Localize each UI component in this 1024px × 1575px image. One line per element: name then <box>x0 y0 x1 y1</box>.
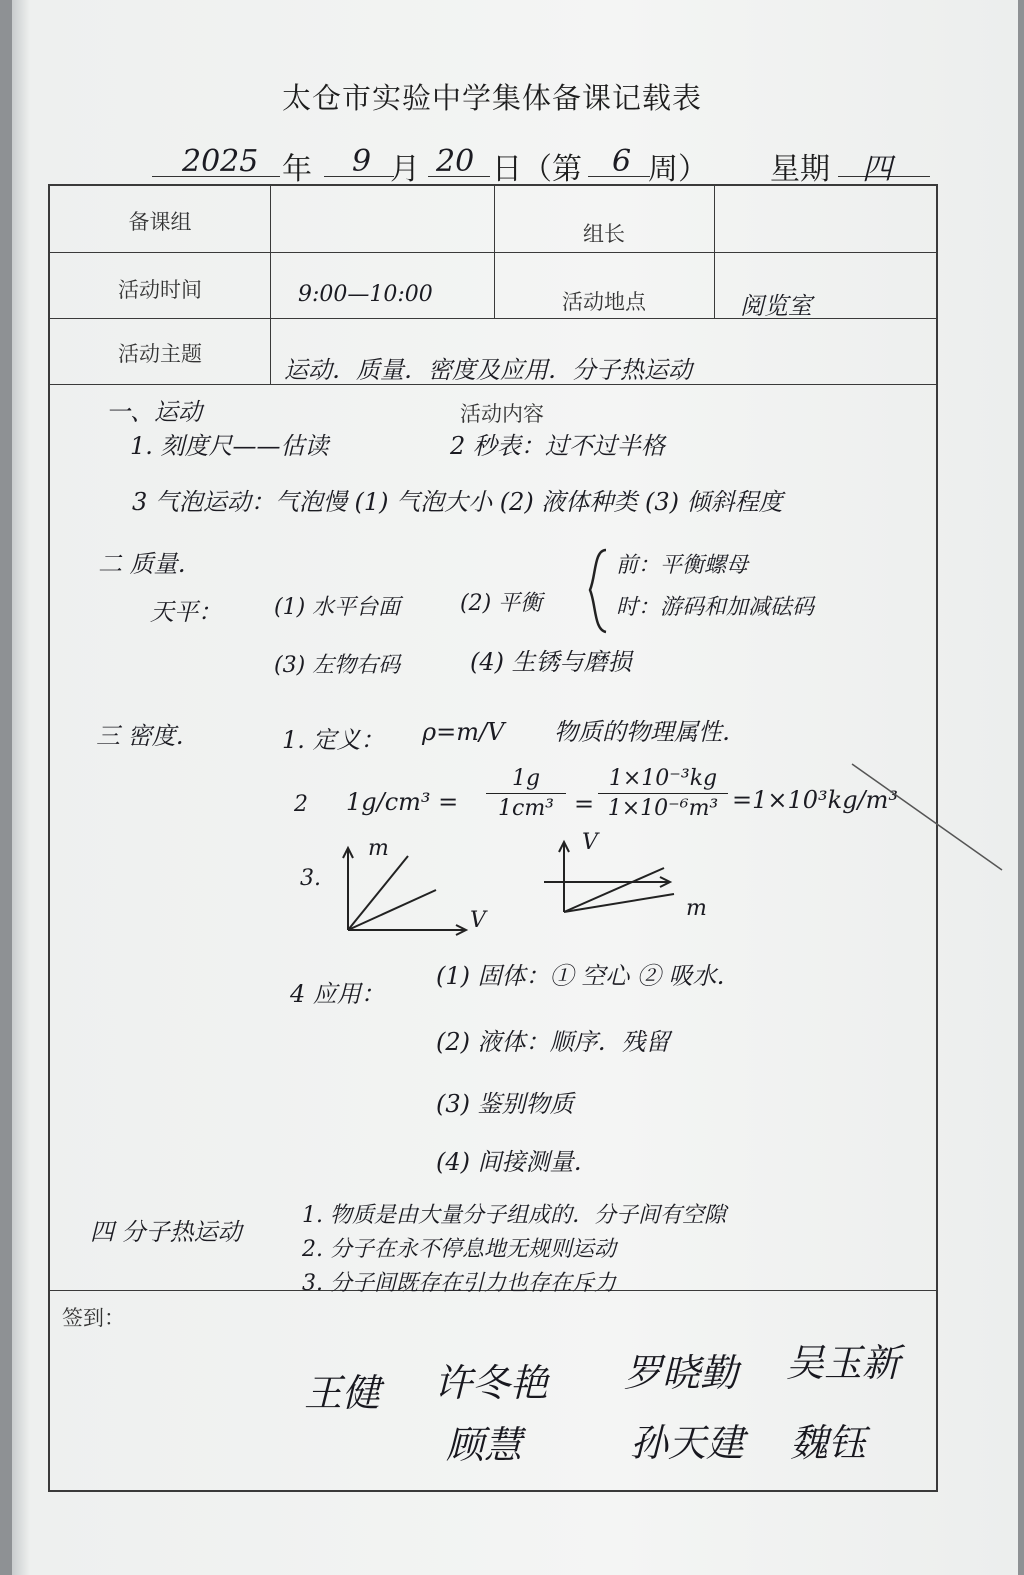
unit-lhs: 1g/cm³ = <box>346 788 459 816</box>
signature: 吴玉新 <box>786 1341 901 1385</box>
fraction-1-denominator: 1cm³ <box>498 796 554 821</box>
date-year: 2025 <box>182 144 259 179</box>
record-table <box>48 184 938 1492</box>
fraction-2-denominator: 1×10⁻⁶m³ <box>607 796 719 821</box>
signature: 孙天建 <box>630 1421 745 1465</box>
section-mass: 二 质量． <box>98 550 202 578</box>
signature: 许冬艳 <box>434 1361 549 1405</box>
time-label: 活动时间 <box>118 278 202 302</box>
graph-2-x-label: m <box>686 896 707 921</box>
balance-step-2: (2) 平衡 <box>460 591 543 616</box>
motion-ruler: 1. 刻度尺——估读 <box>130 432 329 460</box>
signature: 魏钰 <box>790 1421 867 1465</box>
unit-fraction-2 <box>598 766 728 821</box>
date-day-label: 日（第 <box>492 152 582 187</box>
signature: 王健 <box>304 1371 381 1415</box>
theme-label: 活动主题 <box>118 342 202 366</box>
date-line <box>152 140 932 187</box>
density-property: 物质的物理属性． <box>554 718 746 746</box>
unit-rhs: =1×10³kg/m³ <box>732 786 899 814</box>
date-week: 6 <box>612 144 632 179</box>
date-weekday-label: 星期 <box>770 152 830 187</box>
density-definition-label: 1. 定义： <box>282 726 385 754</box>
leader-label: 组长 <box>583 222 625 246</box>
signature: 顾慧 <box>446 1423 523 1467</box>
date-month-label: 月 <box>390 152 420 187</box>
application-solid: (1) 固体：① 空心 ② 吸水． <box>436 962 741 990</box>
balance-before: 前：平衡螺母 <box>616 553 749 578</box>
balance-step-4: (4) 生锈与磨损 <box>470 648 632 676</box>
fraction-2-numerator: 1×10⁻³kg <box>608 766 718 791</box>
graph-2-y-label: V <box>582 830 598 855</box>
content-label: 活动内容 <box>460 402 544 426</box>
volume-mass-graph <box>544 838 694 918</box>
date-day: 20 <box>436 144 475 179</box>
date-year-label: 年 <box>282 152 312 187</box>
unit-fraction-1 <box>486 766 566 821</box>
graph-item-number: 3. <box>300 866 321 891</box>
density-application-label: 4 应用： <box>290 980 385 1008</box>
balance-step-1: (1) 水平台面 <box>274 595 401 620</box>
unit-item-number: 2 <box>294 792 308 817</box>
record-sheet <box>12 0 1018 1575</box>
section-molecular-motion: 四 分子热运动 <box>90 1218 242 1246</box>
section-motion: 一、运动 <box>106 398 202 426</box>
mass-volume-graph <box>340 846 480 936</box>
pen-stroke <box>852 760 1012 880</box>
fraction-1-numerator: 1g <box>511 766 541 791</box>
application-identify: (3) 鉴别物质 <box>436 1090 574 1118</box>
theme-value: 运动．质量．密度及应用．分子热运动 <box>284 356 692 384</box>
time-value: 9:00—10:00 <box>298 282 433 307</box>
molecular-point-2: 2. 分子在永不停息地无规则运动 <box>302 1237 616 1262</box>
application-indirect: (4) 间接测量． <box>436 1148 598 1176</box>
section-density: 三 密度． <box>96 722 200 750</box>
motion-bubble: 3 气泡运动：气泡慢 (1) 气泡大小 (2) 液体种类 (3) 倾斜程度 <box>132 488 783 516</box>
date-week-label: 周） <box>648 152 708 187</box>
application-liquid: (2) 液体：顺序．残留 <box>436 1028 670 1056</box>
balance-step-3: (3) 左物右码 <box>274 653 401 678</box>
date-weekday: 四 <box>862 152 892 187</box>
graph-1-x-label: V <box>470 908 486 933</box>
brace-icon <box>580 546 610 636</box>
unit-equals: = <box>574 790 595 818</box>
signin-label: 签到： <box>62 1306 125 1330</box>
place-label: 活动地点 <box>562 290 646 314</box>
molecular-point-3: 3. 分子间既存在引力也存在斥力 <box>302 1271 616 1296</box>
molecular-point-1: 1. 物质是由大量分子组成的．分子间有空隙 <box>302 1203 726 1228</box>
graph-1-y-label: m <box>368 836 389 861</box>
place-value: 阅览室 <box>740 292 812 320</box>
date-month: 9 <box>352 144 372 179</box>
balance-label: 天平： <box>150 598 222 626</box>
motion-stopwatch: 2 秒表：过不过半格 <box>450 432 665 460</box>
signature: 罗晓勤 <box>624 1351 739 1395</box>
group-label: 备课组 <box>128 210 192 234</box>
balance-during: 时：游码和加减砝码 <box>616 595 815 620</box>
density-formula: ρ=m/V <box>422 718 505 746</box>
sheet-title: 太仓市实验中学集体备课记载表 <box>281 81 702 115</box>
